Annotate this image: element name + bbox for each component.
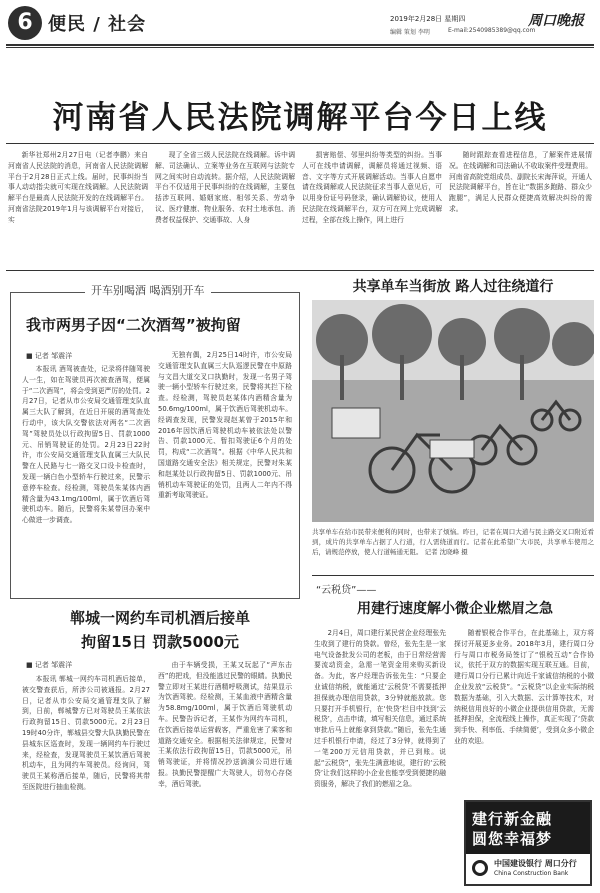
tax-loan-col2: 随着银税合作平台，在此基础上，双方将探讨开展更多业务。2018年3月，建行周口分行与周口市税务局签订了“银税互动”合作协议，依托于双方的数据实现互联互通。目前，建行周口分行已累计向近千家诚信纳税的小微企业发放“云税贷”。“云税贷”以企业实际纳税数据为基础，引入大数据、云计算等技术，对纳税信用良好的小微企业提供信用贷款，无需抵押担保，全流程线上操作，真正实现了‘贷款到手快、利率低、手续简便’，受到众多小微企业的欢迎。 [454, 629, 594, 745]
ad-slogan-line1: 建行新金融 [472, 810, 553, 828]
contact-email: E-mail:2540985389@qq.com [448, 27, 536, 34]
ad-slogan-line2: 圆您幸福梦 [472, 830, 553, 848]
photo-story-rule [312, 575, 594, 576]
issue-date: 2019年2月28日 星期四 [390, 15, 466, 23]
lead-article-col1: 新华社郑州2月27日电（记者李鹏）来自河南省人民法院的消息，河南省人民法院调解平台于2月28日正式上线。届时，民事纠纷当事人动动指尖就可实现在线调解。人民法院调解平台是最高人民法院开发的在线调解平台。河南省法院2019年1月与该调解平台对接后，实 [8, 151, 148, 224]
ad-bank-panel [466, 854, 590, 884]
editor-credit: 编辑 策划 李明 [390, 29, 430, 36]
photo-story-headline: 共享单车当街放 路人过往绕道行 [352, 279, 554, 295]
header-rule [6, 44, 594, 46]
drunk-driving-kicker: 开车别喝酒 喝酒别开车 [85, 282, 211, 298]
photo-caption: 共享单车在给市民带来便利的同时，也带来了烦恼。昨日，记者在周口大道与民主路交叉口附近看到，成片的共享单车占据了人行道，行人需绕道而行。记者在此希望广大市民，共享单车使用之后，请规范停放，使人行道畅通无阻。 记者 沈晓峰 摄 [312, 528, 594, 556]
headline-rule [6, 143, 594, 144]
page-number-badge: 6 [8, 6, 42, 40]
byline-marker-icon: ■ [26, 352, 35, 360]
ride-hail-headline-line2: 拘留15日 罚款5000元 [81, 633, 239, 651]
ride-hail-byline: ■ 记者 邹震洋 [26, 661, 73, 669]
tax-loan-headline: 用建行速度解小微企业燃眉之急 [357, 601, 553, 617]
ad-bank-name: 中国建设银行 周口分行 [494, 859, 577, 868]
header-rule-thin [6, 47, 594, 48]
ccb-advertisement [464, 800, 592, 886]
section-title: 便民 / 社会 [48, 14, 147, 35]
tax-loan-kicker: “云税贷”—— [316, 585, 377, 596]
lead-article-col2: 现了全省三级人民法院在线调解。诉中调解、司法确认、立案等业务在互联网与法院专网之间实时自动流转。据介绍，人民法院调解平台不仅适用于民事纠纷的在线调解，主要包括涉互联网、婚姻家庭、相邻关系、劳动争议、医疗健康、物业服务、农村土地承包、消费者权益保护、交通事故、人身 [155, 151, 295, 224]
shared-bikes-photo [312, 300, 594, 522]
drunk-driving-col1: 本报讯 酒驾被查处，记录将伴随驾驶人一生，如在驾驶员再次被查酒驾，便属于“二次酒驾”，将会受到更严厉的处罚。2月27日，记者从市公安局交通管理支队直属三大队了解到，在近日开展的酒驾查处行动中，该大队交警依法对两名“二次酒驾”驾驶员处以行政拘留5日、罚款1000元、吊销驾驶证的处罚。2月23日22时许，市公安局交通管理支队直属三大队民警在人民路与七一路交叉口设卡检查时，发现一辆白色小型轿车行驶过来，民警示意停车检查。经检测，驾驶员朱某体内酒精含量为43.1mg/100ml，属于饮酒后驾驶机动车。随后，民警将朱某带回办案中心做进一步调查。 [22, 365, 150, 525]
lead-article-col3: 损害赔偿、邻里纠纷等类型的纠纷。当事人可在线申请调解，调解员将通过视频、语音、文字等方式开展调解活动。当事人自愿申请在线调解或人民法院征求当事人意见后，可以用身份证号码登录，确认调解协议，使用人民法院在线调解平台，双方可在网上完成调解过程，全部在线上操作，网上进行 [302, 151, 442, 224]
lead-article-col4: 随时跟踪查看进程信息，了解案件进展情况。在线调解和司法确认不收取案件受理费用。河南省高院党组成员、副院长宋海萍说，开通人民法院调解平台，旨在让“数据多跑路、群众少跑腿”，满足人民群众便捷高效解决纠纷的需求。 [449, 151, 592, 213]
ride-hail-col2: 由于车辆受损，王某又玩起了“声东击西”的把戏，但没能逃过民警的眼睛。执勤民警立即对王某进行酒精呼吸测试，结果显示为饮酒驾驶。经检测，王某血液中酒精含量为58.8mg/100ml，属于饮酒后驾驶机动车。民警告诉记者，王某作为网约车司机，在饮酒后接单运营载客，严重危害了乘客和道路交通安全。根据相关法律规定，民警对王某依法行政拘留15日，罚款5000元，吊销驾驶证，并将情况抄送滴滴公司进行通报。执勤民警提醒广大驾驶人，切勿心存侥幸，酒后驾驶。 [158, 661, 292, 788]
paper-name: 周口晚报 [528, 13, 584, 29]
shared-bikes-illustration [312, 300, 594, 522]
drunk-driving-headline: 我市两男子因“二次酒驾”被拘留 [26, 316, 241, 334]
tax-loan-col1: 2月4日，周口建行某民营企业经理张先生收到了建行的贷款。曾经，张先生是一家电气设备批发公司的老板，由于日常经营需要流动资金，急需一笔资金用来购买新设备。为此，客户经理告诉张先生：“只要企业诚信纳税，就能通过‘云税贷’不需要抵押担保就办理信用贷款，3分钟就能放款。您只要打开手机银行，在‘快贷’栏目中找到‘云税贷’，点击申请，填写相关信息，通过系统审批后马上就能拿到贷款。”随后，张先生通过手机银行申请，经过了3分钟，就得到了一笔200万元信用贷款，并已到账。说起“云税贷”，张先生满意地说，建行的‘云税贷’让我们这样的小企业也能享受到便捷的融资服务，解决了我们的燃眉之急。 [314, 629, 446, 789]
byline-marker-icon: ■ [26, 661, 35, 669]
lead-article-rule [6, 270, 594, 271]
ride-hail-headline-line1: 郸城一网约车司机酒后接单 [69, 609, 250, 627]
ride-hail-col1: 本报讯 郸城一网约车司机酒后接单，被交警查获后，所涉公司被通报。2月27日，记者从市公安局交通管理支队了解到，日前，郸城警方已对驾驶员王某依法行政拘留15日、罚款5000元。2月23日19时40分许，郸城县交警大队执勤民警在县城东区巡查时，发现一辆网约车行驶过来，经检查，发现驾驶员王某饮酒后驾驶机动车，且为网约车驾驶员。经询问，驾驶员王某称酒后接单，随后，民警将其带至医院进行抽血检测。 [22, 675, 150, 791]
main-headline: 河南省人民法院调解平台今日上线 [52, 100, 548, 136]
ccb-logo-icon [472, 860, 488, 876]
drunk-driving-byline: ■ 记者 邹震洋 [26, 352, 73, 360]
drunk-driving-col2: 无独有偶，2月25日14时许，市公安局交通管理支队直属三大队巡逻民警在中原路与文昌大道交叉口执勤时，发现一名男子驾驶一辆小型轿车行驶过来，民警将其拦下检查。经检测，驾驶员赵某体内酒精含量为50.6mg/100ml，属于饮酒后驾驶机动车。经调查发现，民警发现赵某曾于2015年和2016年因饮酒后驾驶机动车被依法处以警告、罚款1000元、暂扣驾驶证6个月的处罚，构成“二次酒驾”。根据《中华人民共和国道路交通安全法》相关规定，民警对朱某和赵某处以行政拘留5日、罚款1000元、吊销机动车驾驶证的处罚，且两人二年内不得重新考取驾驶证。 [158, 351, 292, 500]
ad-bank-name-en: China Construction Bank [494, 870, 569, 877]
